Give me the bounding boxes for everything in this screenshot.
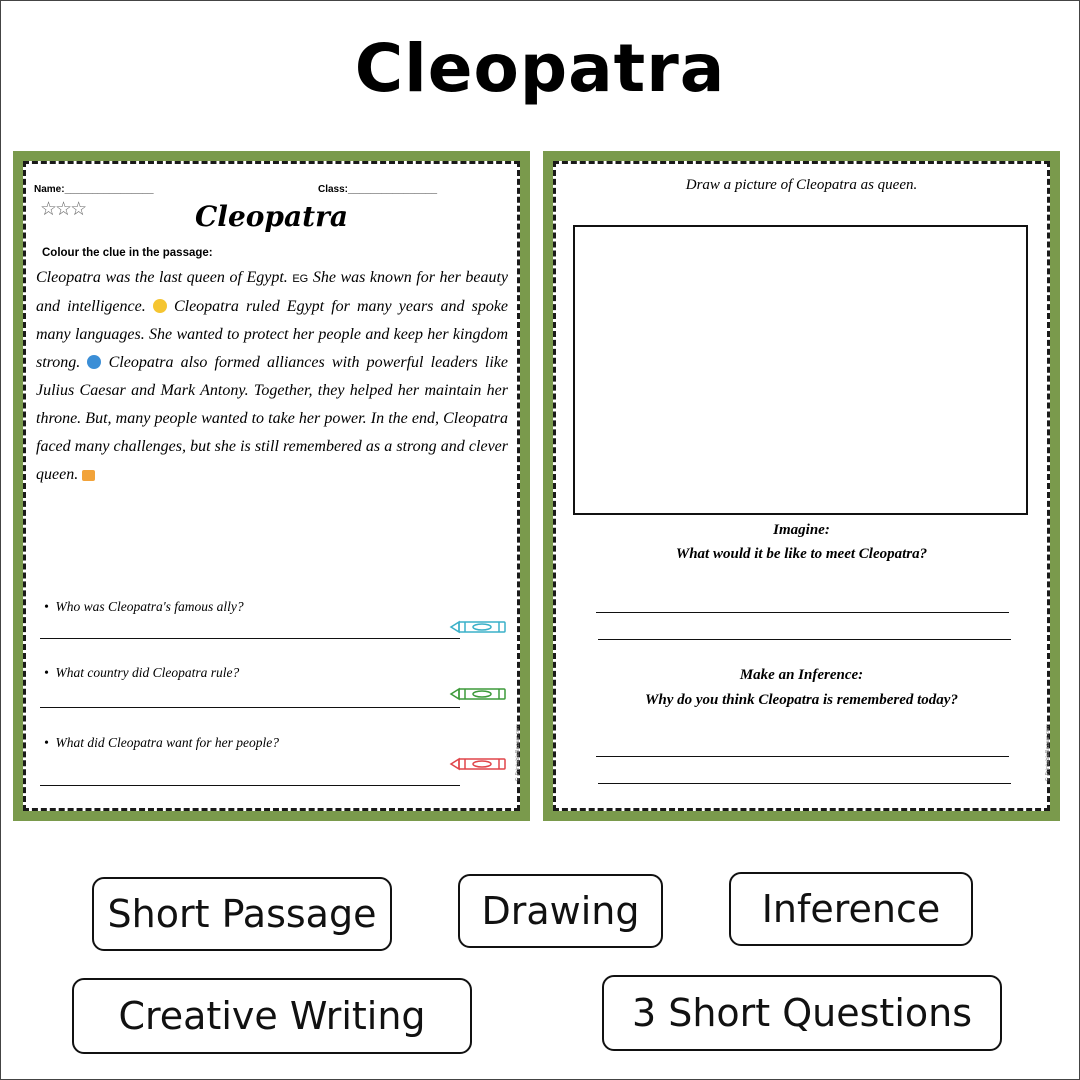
name-field: Name:________________ <box>34 184 154 195</box>
page-title: Cleopatra <box>354 30 726 107</box>
class-field: Class:________________ <box>318 184 437 195</box>
draw-prompt: Draw a picture of Cleopatra as queen. <box>685 177 918 193</box>
inference-label: Make an Inference: <box>739 667 864 683</box>
answer-line[interactable] <box>40 707 460 708</box>
inference-question: Why do you think Cleopatra is remembered today? <box>645 692 958 708</box>
tag-creative-writing: Creative Writing <box>72 978 472 1054</box>
answer-line[interactable] <box>40 638 460 639</box>
answer-line[interactable] <box>598 783 1011 784</box>
worksheet-drawing-preview <box>543 151 1060 821</box>
question-1: • Who was Cleopatra's famous ally? <box>44 599 244 614</box>
imagine-question: What would it be like to meet Cleopatra? <box>675 546 928 562</box>
instruction-text: Colour the clue in the passage: <box>42 247 213 259</box>
tag-inference: Inference <box>729 872 973 946</box>
crayon-icon <box>449 687 509 701</box>
tag-short-passage: Short Passage <box>92 877 392 951</box>
rating-stars-icon: ☆☆☆ <box>40 198 86 220</box>
watermark: © PrintableBazaar.com <box>515 724 521 782</box>
drawing-box[interactable] <box>573 225 1028 515</box>
crown-icon <box>82 470 95 481</box>
worksheet-title: Cleopatra <box>195 200 348 233</box>
globe-icon <box>87 355 101 369</box>
passage-sentence: Cleopatra was the last queen of Egypt. <box>36 269 288 286</box>
sun-icon <box>153 299 167 313</box>
worksheet-page <box>553 161 1050 811</box>
crayon-icon <box>449 757 509 771</box>
answer-line[interactable] <box>40 785 460 786</box>
answer-line[interactable] <box>598 639 1011 640</box>
passage-sentence: Cleopatra also formed alliances with powerful leaders like Julius Caesar and Mark Antony. Together, they helped her maintain her throne. But, many people wanted to take her power. In the end, Cleopatra faced many challenges, but she is still remembered as a strong and clever queen. <box>36 354 508 483</box>
imagine-label: Imagine: <box>773 522 830 538</box>
answer-line[interactable] <box>596 612 1009 613</box>
watermark: © PrintableBazaar.com <box>1045 724 1051 782</box>
tag-drawing: Drawing <box>458 874 663 948</box>
answer-line[interactable] <box>596 756 1009 757</box>
eg-marker: EG <box>292 273 309 285</box>
passage-sentence: Cleopatra ruled Egypt for many years and spoke many languages. She wanted to protect her people and keep her kingdom strong. <box>36 298 509 371</box>
question-3: • What did Cleopatra want for her people? <box>44 735 279 750</box>
reading-passage <box>36 264 508 489</box>
worksheet-page <box>23 161 520 811</box>
question-2: • What country did Cleopatra rule? <box>44 665 240 680</box>
tag-3-short-questions: 3 Short Questions <box>602 975 1002 1051</box>
worksheet-passage-preview <box>13 151 530 821</box>
passage-sentence: She was known for her beauty and intelligence. <box>36 269 509 315</box>
crayon-icon <box>449 620 509 634</box>
